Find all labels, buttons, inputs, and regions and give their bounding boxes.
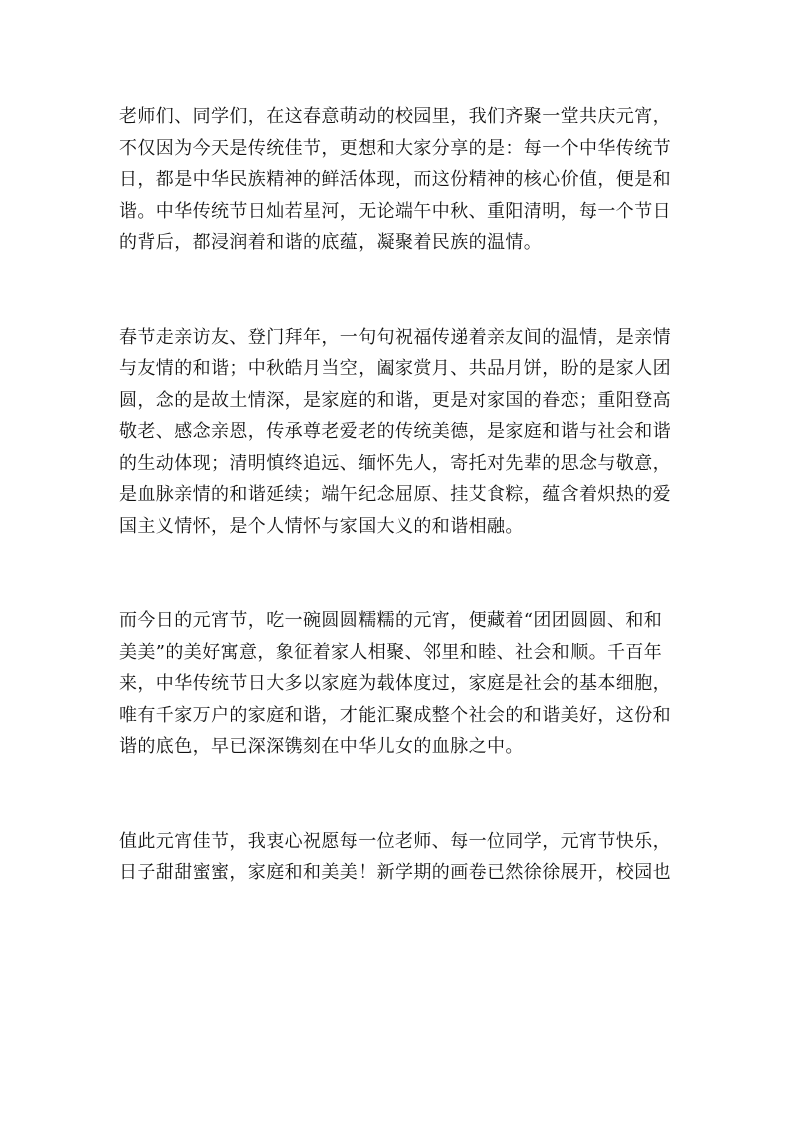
text-line: 唯有千家万户的家庭和谐，才能汇聚成整个社会的和谐美好，这份和 — [119, 704, 671, 726]
text-line: 是血脉亲情的和谐延续；端午纪念屈原、挂艾食粽，蕴含着炽热的爱 — [119, 484, 671, 505]
text-line: 国主义情怀，是个人情怀与家国大义的和谐相融。 — [119, 515, 524, 537]
paragraph-gap — [119, 542, 679, 605]
text-line: 而今日的元宵节，吃一碗圆圆糯糯的元宵，便藏着“团团圆圆、和和 — [119, 610, 663, 631]
text-line: 值此元宵佳节，我衷心祝愿每一位老师、每一位同学，元宵节快乐， — [119, 830, 671, 852]
paragraph — [119, 826, 679, 889]
paragraph-gap — [119, 763, 679, 826]
text-line: 美美”的美好寓意，象征着家人相聚、邻里和睦、社会和顺。千百年 — [119, 641, 663, 663]
paragraph-gap — [119, 259, 679, 322]
text-line: 春节走亲访友、登门拜年，一句句祝福传递着亲友间的温情，是亲情 — [119, 326, 671, 348]
text-line: 敬老、感念亲恩，传承尊老爱老的传统美德，是家庭和谐与社会和谐 — [119, 421, 671, 442]
text-line: 谐的底色，早已深深镌刻在中华儿女的血脉之中。 — [119, 736, 524, 757]
text-line: 日子甜甜蜜蜜，家庭和和美美！新学期的画卷已然徐徐展开，校园也 — [119, 862, 671, 883]
document-body — [119, 101, 679, 889]
text-line: 与友情的和谐；中秋皓月当空，阖家赏月、共品月饼，盼的是家人团 — [119, 358, 671, 379]
text-line: 的背后，都浸润着和谐的底蕴，凝聚着民族的温情。 — [119, 232, 543, 253]
text-line: 日，都是中华民族精神的鲜活体现，而这份精神的核心价值，便是和 — [119, 169, 671, 190]
paragraph — [119, 605, 679, 763]
text-line: 老师们、同学们，在这春意萌动的校园里，我们齐聚一堂共庆元宵， — [119, 106, 671, 127]
paragraph — [119, 101, 679, 259]
text-line: 谐。中华传统节日灿若星河，无论端午中秋、重阳清明，每一个节日 — [119, 200, 671, 222]
paragraph — [119, 322, 679, 543]
text-line: 圆，念的是故土情深，是家庭的和谐，更是对家国的眷恋；重阳登高 — [119, 389, 671, 411]
text-line: 的生动体现；清明慎终追远、缅怀先人，寄托对先辈的思念与敬意， — [119, 452, 671, 474]
text-line: 不仅因为今天是传统佳节，更想和大家分享的是：每一个中华传统节 — [119, 137, 671, 159]
text-line: 来，中华传统节日大多以家庭为载体度过，家庭是社会的基本细胞， — [119, 673, 671, 694]
